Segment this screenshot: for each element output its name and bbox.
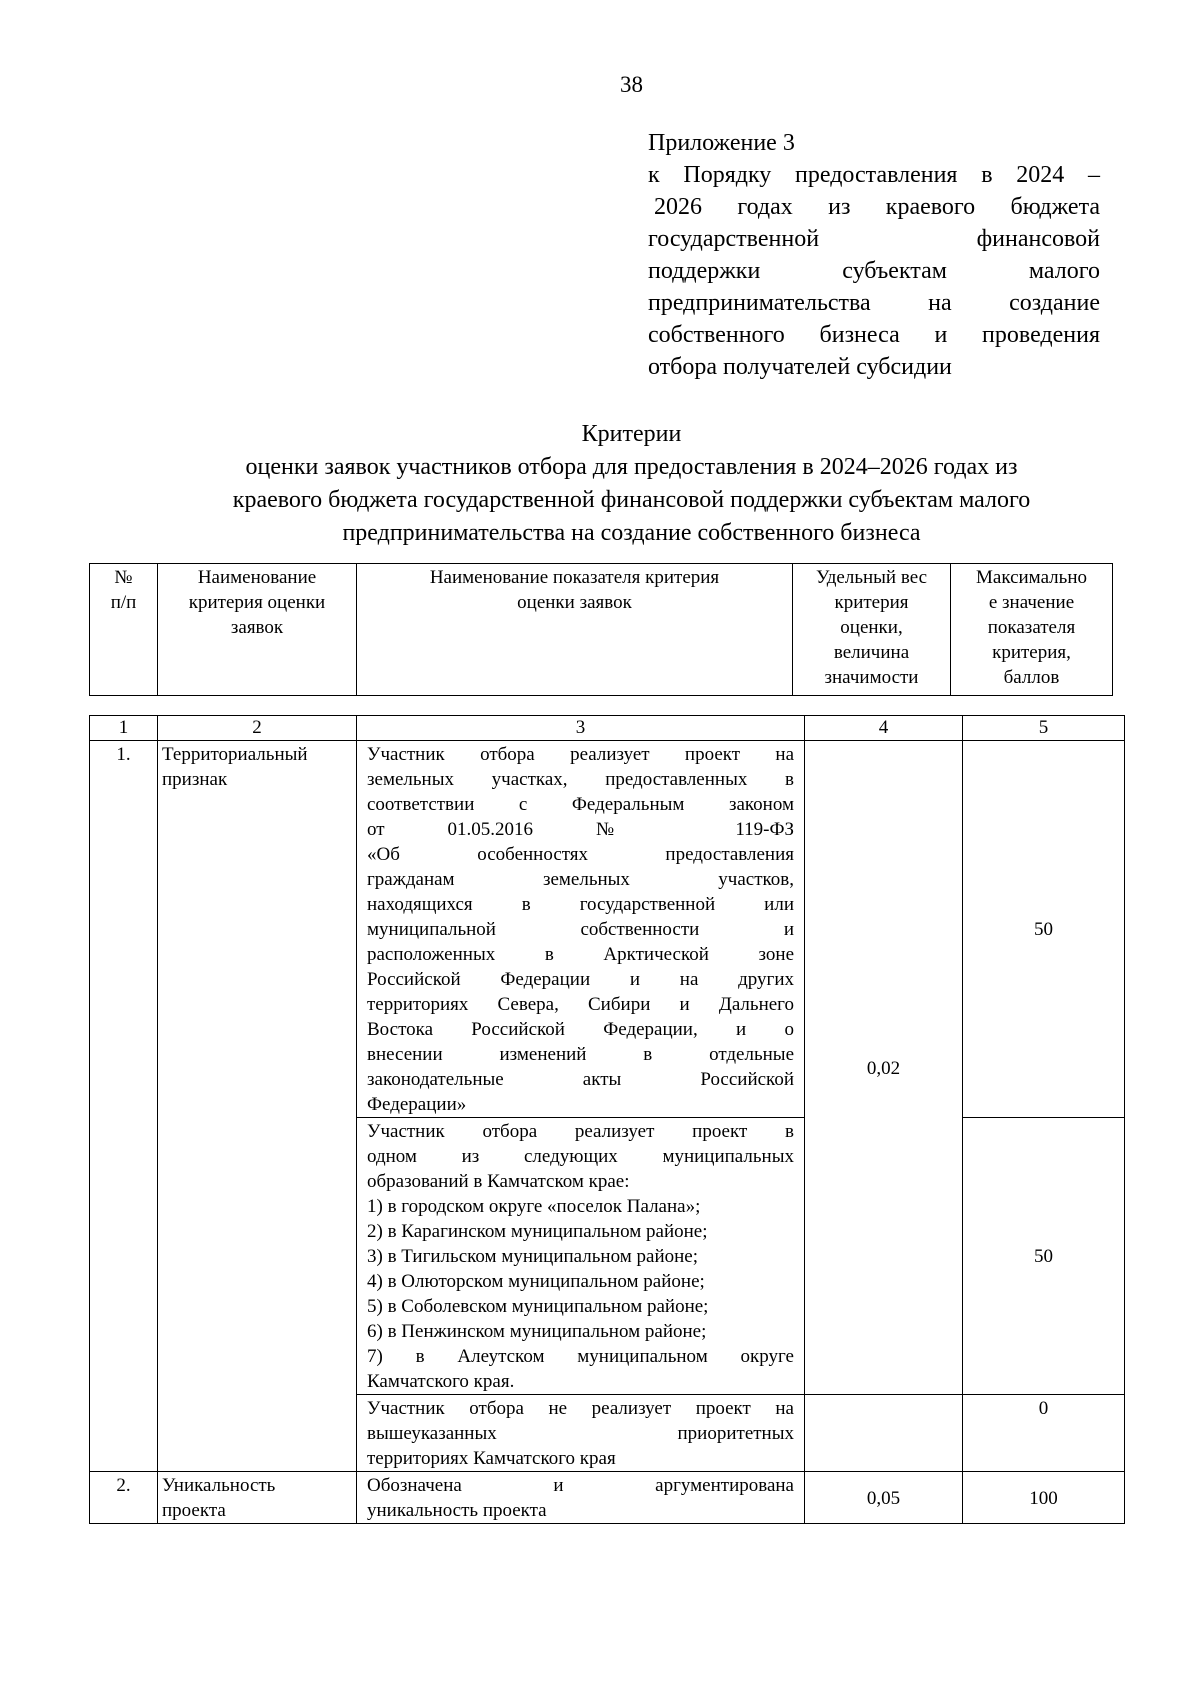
header-cell-max-score <box>951 564 1113 696</box>
appendix-line: Приложение 3 <box>648 130 795 156</box>
header-text: величина <box>833 642 910 663</box>
appendix-line: к Порядку предоставления в 2024 – <box>648 162 1100 188</box>
weight-cell-empty <box>805 1395 963 1472</box>
indicator-line: законодательные акты Российской <box>367 1069 794 1090</box>
indicator-line: Участник отбора реализует проект на <box>367 744 794 765</box>
criterion-line: Территориальный <box>162 744 308 765</box>
header-cell-criterion <box>158 564 357 696</box>
title-heading: Критерии <box>581 421 682 447</box>
header-text: Наименование показателя критерия <box>429 567 720 588</box>
header-text: критерия, <box>992 642 1071 663</box>
criterion-name <box>158 741 357 1472</box>
criteria-table-header <box>89 563 1113 696</box>
indicator-line: территориях Севера, Сибири и Дальнего <box>367 994 794 1015</box>
indicator-line: расположенных в Арктической зоне <box>367 944 794 965</box>
title-line: краевого бюджета государственной финансовой поддержки субъектам малого <box>232 487 1031 513</box>
indicator-line: муниципальной собственности и <box>367 919 794 940</box>
title-line: предпринимательства на создание собственного бизнеса <box>342 520 921 546</box>
header-text: Максимально <box>976 567 1087 588</box>
criterion-weight: 0,02 <box>805 741 963 1395</box>
indicator-line: 7) в Алеутском муниципальном округе <box>367 1346 794 1367</box>
indicator-line: 5) в Соболевском муниципальном районе; <box>367 1296 709 1317</box>
indicator-score: 50 <box>963 1118 1125 1395</box>
column-number: 1 <box>90 716 158 741</box>
indicator-line: 6) в Пенжинском муниципальном районе; <box>367 1321 707 1342</box>
indicator-line: от 01.05.2016 № 119-ФЗ <box>367 819 794 840</box>
header-text: п/п <box>110 592 137 613</box>
indicator-cell <box>357 1395 805 1472</box>
indicator-line: Обозначена и аргументирована <box>367 1475 794 1496</box>
header-text: оценки заявок <box>517 592 632 613</box>
indicator-cell <box>357 1472 805 1524</box>
indicator-line: Федерации» <box>367 1094 467 1115</box>
header-text: баллов <box>1003 667 1060 688</box>
indicator-line: 4) в Олюторском муниципальном районе; <box>367 1271 705 1292</box>
header-text: Наименование <box>197 567 317 588</box>
criterion-weight: 0,05 <box>805 1472 963 1524</box>
row-number: 1. <box>90 741 158 1472</box>
row-number: 2. <box>90 1472 158 1524</box>
column-number-row <box>90 716 1125 741</box>
indicator-line: Востока Российской Федерации, и о <box>367 1019 794 1040</box>
indicator-line: внесении изменений в отдельные <box>367 1044 794 1065</box>
document-title <box>90 418 1173 550</box>
header-text: значимости <box>824 667 919 688</box>
indicator-cell <box>357 741 805 1118</box>
header-text: Удельный вес <box>815 567 928 588</box>
appendix-line: отбора получателей субсидии <box>648 354 952 380</box>
appendix-line: государственной финансовой <box>648 226 1100 252</box>
indicator-line: Участник отбора не реализует проект на <box>367 1398 794 1419</box>
table-row <box>90 1472 1125 1524</box>
indicator-line: Участник отбора реализует проект в <box>367 1121 794 1142</box>
indicator-line: соответствии с Федеральным законом <box>367 794 794 815</box>
header-text: е значение <box>988 592 1075 613</box>
indicator-line: вышеуказанных приоритетных <box>367 1423 794 1444</box>
table-row <box>90 741 1125 1118</box>
appendix-line: поддержки субъектам малого <box>648 258 1100 284</box>
column-number: 4 <box>805 716 963 741</box>
indicator-line: Камчатского края. <box>367 1371 515 1392</box>
indicator-line: находящихся в государственной или <box>367 894 794 915</box>
criterion-name <box>158 1472 357 1524</box>
criterion-line: проекта <box>162 1500 226 1521</box>
appendix-line: предпринимательства на создание <box>648 290 1100 316</box>
header-text: показателя <box>987 617 1076 638</box>
indicator-line: Российской Федерации и на других <box>367 969 794 990</box>
header-text: оценки, <box>840 617 903 638</box>
indicator-line: «Об особенностях предоставления <box>367 844 794 865</box>
header-row <box>90 564 1113 696</box>
indicator-line: 3) в Тигильском муниципальном районе; <box>367 1246 698 1267</box>
appendix-line: собственного бизнеса и проведения <box>648 322 1100 348</box>
appendix-line: 2026 годах из краевого бюджета <box>654 194 1100 220</box>
header-text: критерия оценки <box>188 592 326 613</box>
header-text: № <box>114 567 133 588</box>
indicator-line: образований в Камчатском крае: <box>367 1171 630 1192</box>
page-number: 38 <box>620 72 643 97</box>
header-text: критерия <box>834 592 909 613</box>
header-cell-indicator <box>357 564 793 696</box>
indicator-line: 2) в Карагинском муниципальном районе; <box>367 1221 708 1242</box>
column-number: 5 <box>963 716 1125 741</box>
header-cell-number <box>90 564 158 696</box>
indicator-line: одном из следующих муниципальных <box>367 1146 794 1167</box>
indicator-score: 100 <box>963 1472 1125 1524</box>
title-line: оценки заявок участников отбора для предоставления в 2024–2026 годах из <box>245 454 1018 480</box>
indicator-score: 0 <box>963 1395 1125 1472</box>
indicator-score: 50 <box>963 741 1125 1118</box>
indicator-cell <box>357 1118 805 1395</box>
header-cell-weight <box>793 564 951 696</box>
indicator-line: уникальность проекта <box>367 1500 547 1521</box>
criterion-line: Уникальность <box>162 1475 276 1496</box>
indicator-line: гражданам земельных участков, <box>367 869 794 890</box>
column-number: 3 <box>357 716 805 741</box>
column-number: 2 <box>158 716 357 741</box>
criterion-line: признак <box>162 769 228 790</box>
appendix-note <box>648 127 1100 383</box>
header-text: заявок <box>230 617 284 638</box>
indicator-line: территориях Камчатского края <box>367 1448 616 1469</box>
indicator-line: земельных участках, предоставленных в <box>367 769 794 790</box>
indicator-line: 1) в городском округе «поселок Палана»; <box>367 1196 701 1217</box>
criteria-table <box>89 715 1125 1524</box>
